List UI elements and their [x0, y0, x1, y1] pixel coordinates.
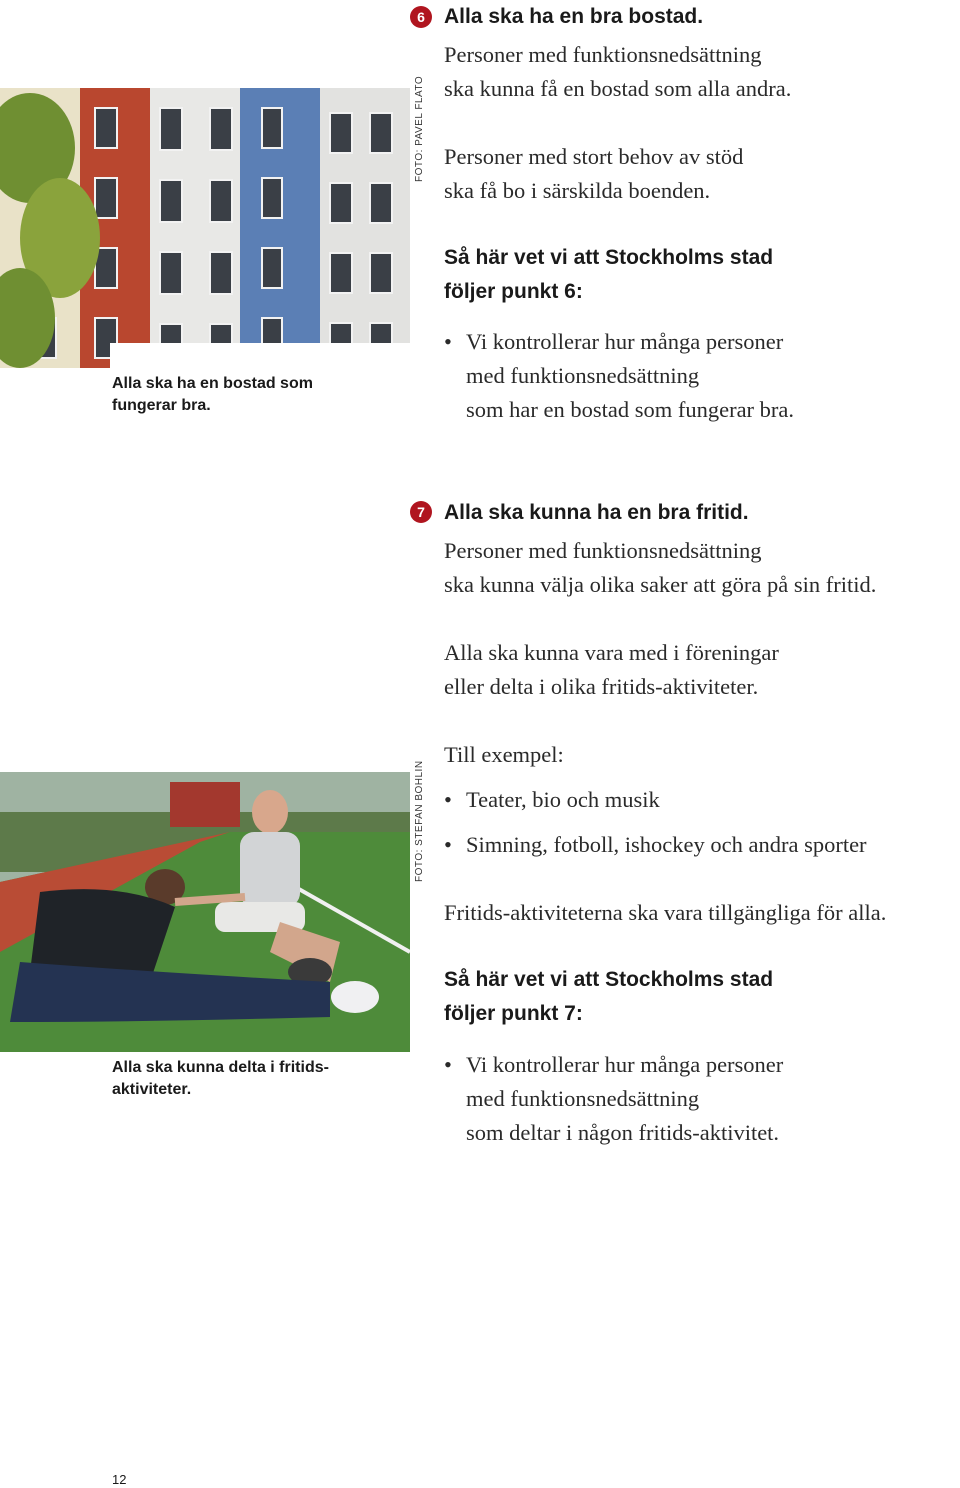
text-line: eller delta i olika fritids-aktiviteter. — [444, 674, 759, 699]
page-number: 12 — [112, 1472, 127, 1487]
list-item — [444, 325, 794, 427]
text-line: som har en bostad som fungerar bra. — [466, 397, 795, 422]
bullet-glyph: • — [444, 1052, 452, 1077]
list-item — [444, 1048, 783, 1150]
list-item — [444, 828, 867, 862]
section-6-bullet-list — [444, 325, 794, 427]
bullet-glyph: • — [444, 787, 452, 812]
section-6-heading: Alla ska ha en bra bostad. — [444, 5, 704, 28]
section-6-photo-caption: Alla ska ha en bostad som fungerar bra. — [112, 375, 313, 414]
bullet-glyph: • — [444, 329, 452, 354]
section-7-bullet-list — [444, 1048, 783, 1150]
text-line: ska få bo i särskilda boenden. — [444, 178, 711, 203]
section-7-photo-caption: Alla ska kunna delta i fritids-aktiviteter. — [112, 1059, 329, 1098]
text-line: Simning, fotboll, ishockey och andra sporter — [466, 832, 867, 857]
section-7-number-badge: 7 — [410, 501, 432, 523]
text-line: ska kunna få en bostad som alla andra. — [444, 76, 792, 101]
section-6-paragraph-1 — [444, 38, 791, 106]
section-7-follow-heading — [444, 963, 773, 1031]
text-line: Alla ska kunna vara med i föreningar — [444, 640, 779, 665]
section-7-paragraph-2 — [444, 636, 779, 704]
text-line: Vi kontrollerar hur många personer — [466, 329, 784, 354]
sports-photo — [0, 772, 410, 1052]
text-line: följer punkt 7: — [444, 1002, 583, 1025]
text-line: Så här vet vi att Stockholms stad — [444, 246, 774, 269]
section-6-number-badge: 6 — [410, 6, 432, 28]
text-line: följer punkt 6: — [444, 280, 583, 303]
list-item — [444, 783, 867, 817]
section-7-paragraph-3: Fritids-aktiviteterna ska vara tillgängliga för alla. — [444, 900, 887, 925]
text-line: som deltar i någon fritids-aktivitet. — [466, 1120, 780, 1145]
sports-illustration — [0, 772, 410, 1052]
text-line: Personer med funktionsnedsättning — [444, 42, 762, 67]
section-7-example-list — [444, 783, 867, 862]
section-6-photo-credit: FOTO: PAVEL FLATO — [414, 75, 425, 182]
section-7-heading: Alla ska kunna ha en bra fritid. — [444, 501, 749, 524]
section-7-photo-credit: FOTO: STEFAN BOHLIN — [414, 760, 425, 882]
building-illustration — [0, 88, 410, 368]
text-line: Så här vet vi att Stockholms stad — [444, 968, 774, 991]
building-photo — [0, 88, 410, 368]
text-line: Vi kontrollerar hur många personer — [466, 1052, 784, 1077]
bullet-glyph: • — [444, 832, 452, 857]
text-line: ska kunna välja olika saker att göra på sin fritid. — [444, 572, 877, 597]
text-line: med funktionsnedsättning — [466, 1086, 700, 1111]
section-7-example-intro: Till exempel: — [444, 742, 564, 767]
text-line: med funktionsnedsättning — [466, 363, 700, 388]
text-line: Personer med stort behov av stöd — [444, 144, 744, 169]
section-7-paragraph-1 — [444, 534, 876, 602]
text-line: Teater, bio och musik — [466, 787, 660, 812]
section-6-follow-heading — [444, 241, 773, 309]
text-line: Personer med funktionsnedsättning — [444, 538, 762, 563]
section-6-paragraph-2 — [444, 140, 743, 208]
